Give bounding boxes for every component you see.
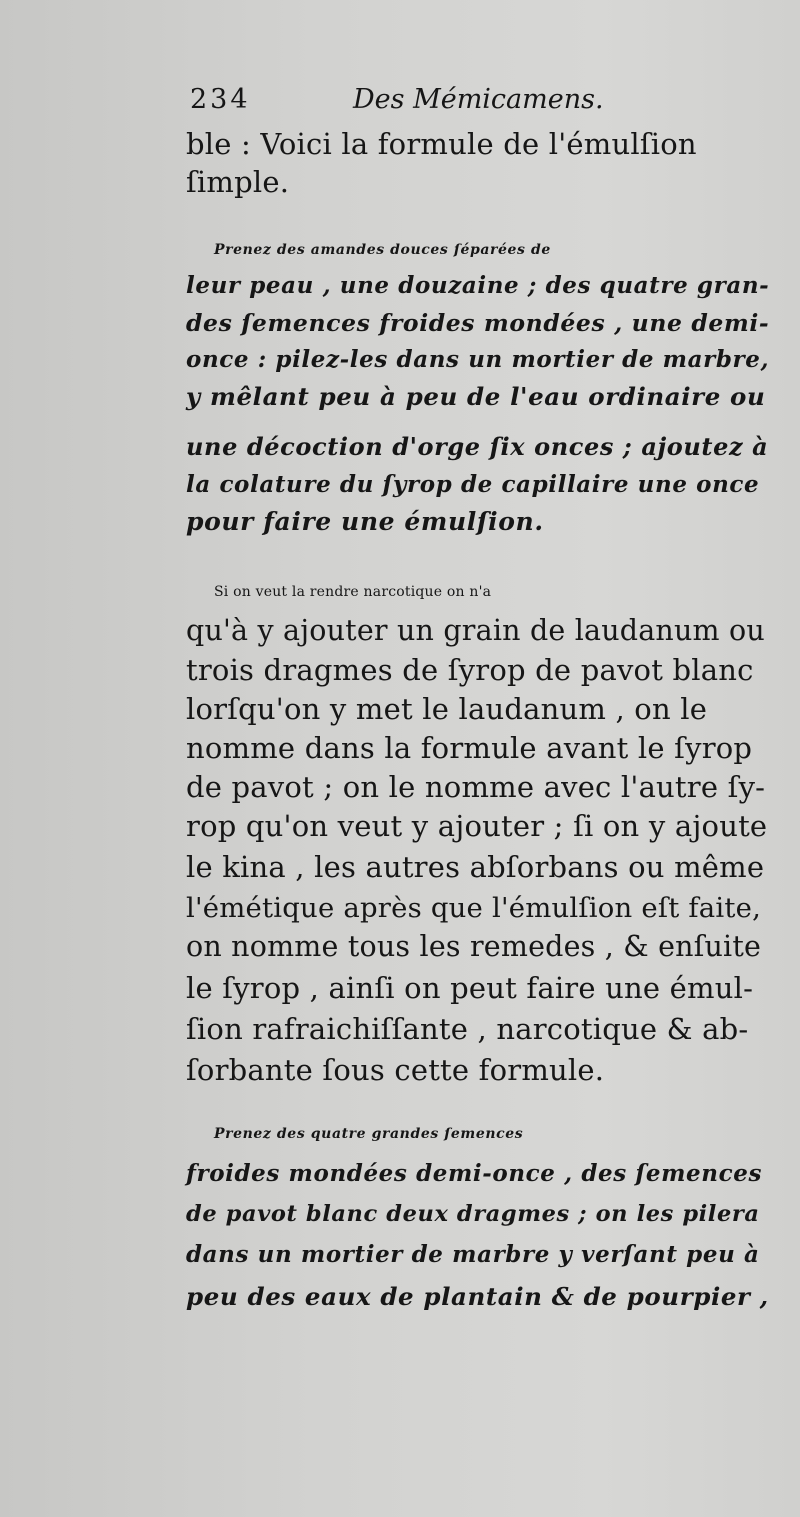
- text-line: peu des eaux de plantain & de pourpier ,: [186, 1282, 769, 1311]
- text-line: des ſemences froides mondées , une demi-: [186, 309, 770, 337]
- text-line: lorſqu'on y met le laudanum , on le: [186, 692, 708, 726]
- text-line: le kina , les autres abſorbans ou même: [186, 850, 765, 884]
- text-line: rop qu'on veut y ajouter ; ſi on y ajoute: [186, 809, 768, 843]
- text-line: pour faire une émulſion.: [186, 507, 544, 536]
- text-line: y mêlant peu à peu de l'eau ordinaire ou: [186, 382, 766, 411]
- text-line: de pavot blanc deux dragmes ; on les pilera: [186, 1201, 760, 1227]
- text-line: Prenez des quatre grandes ſemences: [214, 1126, 524, 1142]
- text-line: de pavot ; on le nomme avec l'autre ſy-: [186, 770, 766, 804]
- text-line: l'émétique après que l'émulſion eſt faite,: [186, 892, 762, 924]
- text-line: la colature du ſyrop de capillaire une once: [186, 471, 760, 498]
- text-line: ſorbante ſous cette formule.: [186, 1053, 605, 1087]
- page-header: [190, 78, 750, 122]
- text-line: dans un mortier de marbre y verſant peu à: [186, 1241, 760, 1268]
- text-line: Si on veut la rendre narcotique on n'a: [214, 584, 492, 600]
- text-line: once : pilez-les dans un mortier de marbre,: [186, 346, 770, 373]
- text-line: nomme dans la formule avant le ſyrop: [186, 731, 753, 765]
- text-line: ble : Voici la formule de l'émulſion: [186, 127, 697, 161]
- text-line: Prenez des amandes douces ſéparées de: [214, 242, 551, 258]
- text-line: froides mondées demi-once , des ſemences: [186, 1160, 762, 1187]
- page-number: 234: [190, 84, 251, 115]
- text-line: qu'à y ajouter un grain de laudanum ou: [186, 614, 765, 647]
- text-line: leur peau , une douzaine ; des quatre gran-: [186, 272, 770, 299]
- text-line: trois dragmes de ſyrop de pavot blanc: [186, 653, 754, 687]
- text-line: ſion rafraichiſſante , narcotique & ab-: [186, 1012, 749, 1046]
- running-title: Des Mémicamens.: [353, 84, 604, 115]
- text-line: une décoction d'orge ſix onces ; ajoutez à: [186, 432, 769, 461]
- text-line: ſimple.: [186, 165, 290, 199]
- text-line: le ſyrop , ainſi on peut faire une émul-: [186, 971, 754, 1005]
- text-line: on nomme tous les remedes , & enſuite: [186, 930, 762, 963]
